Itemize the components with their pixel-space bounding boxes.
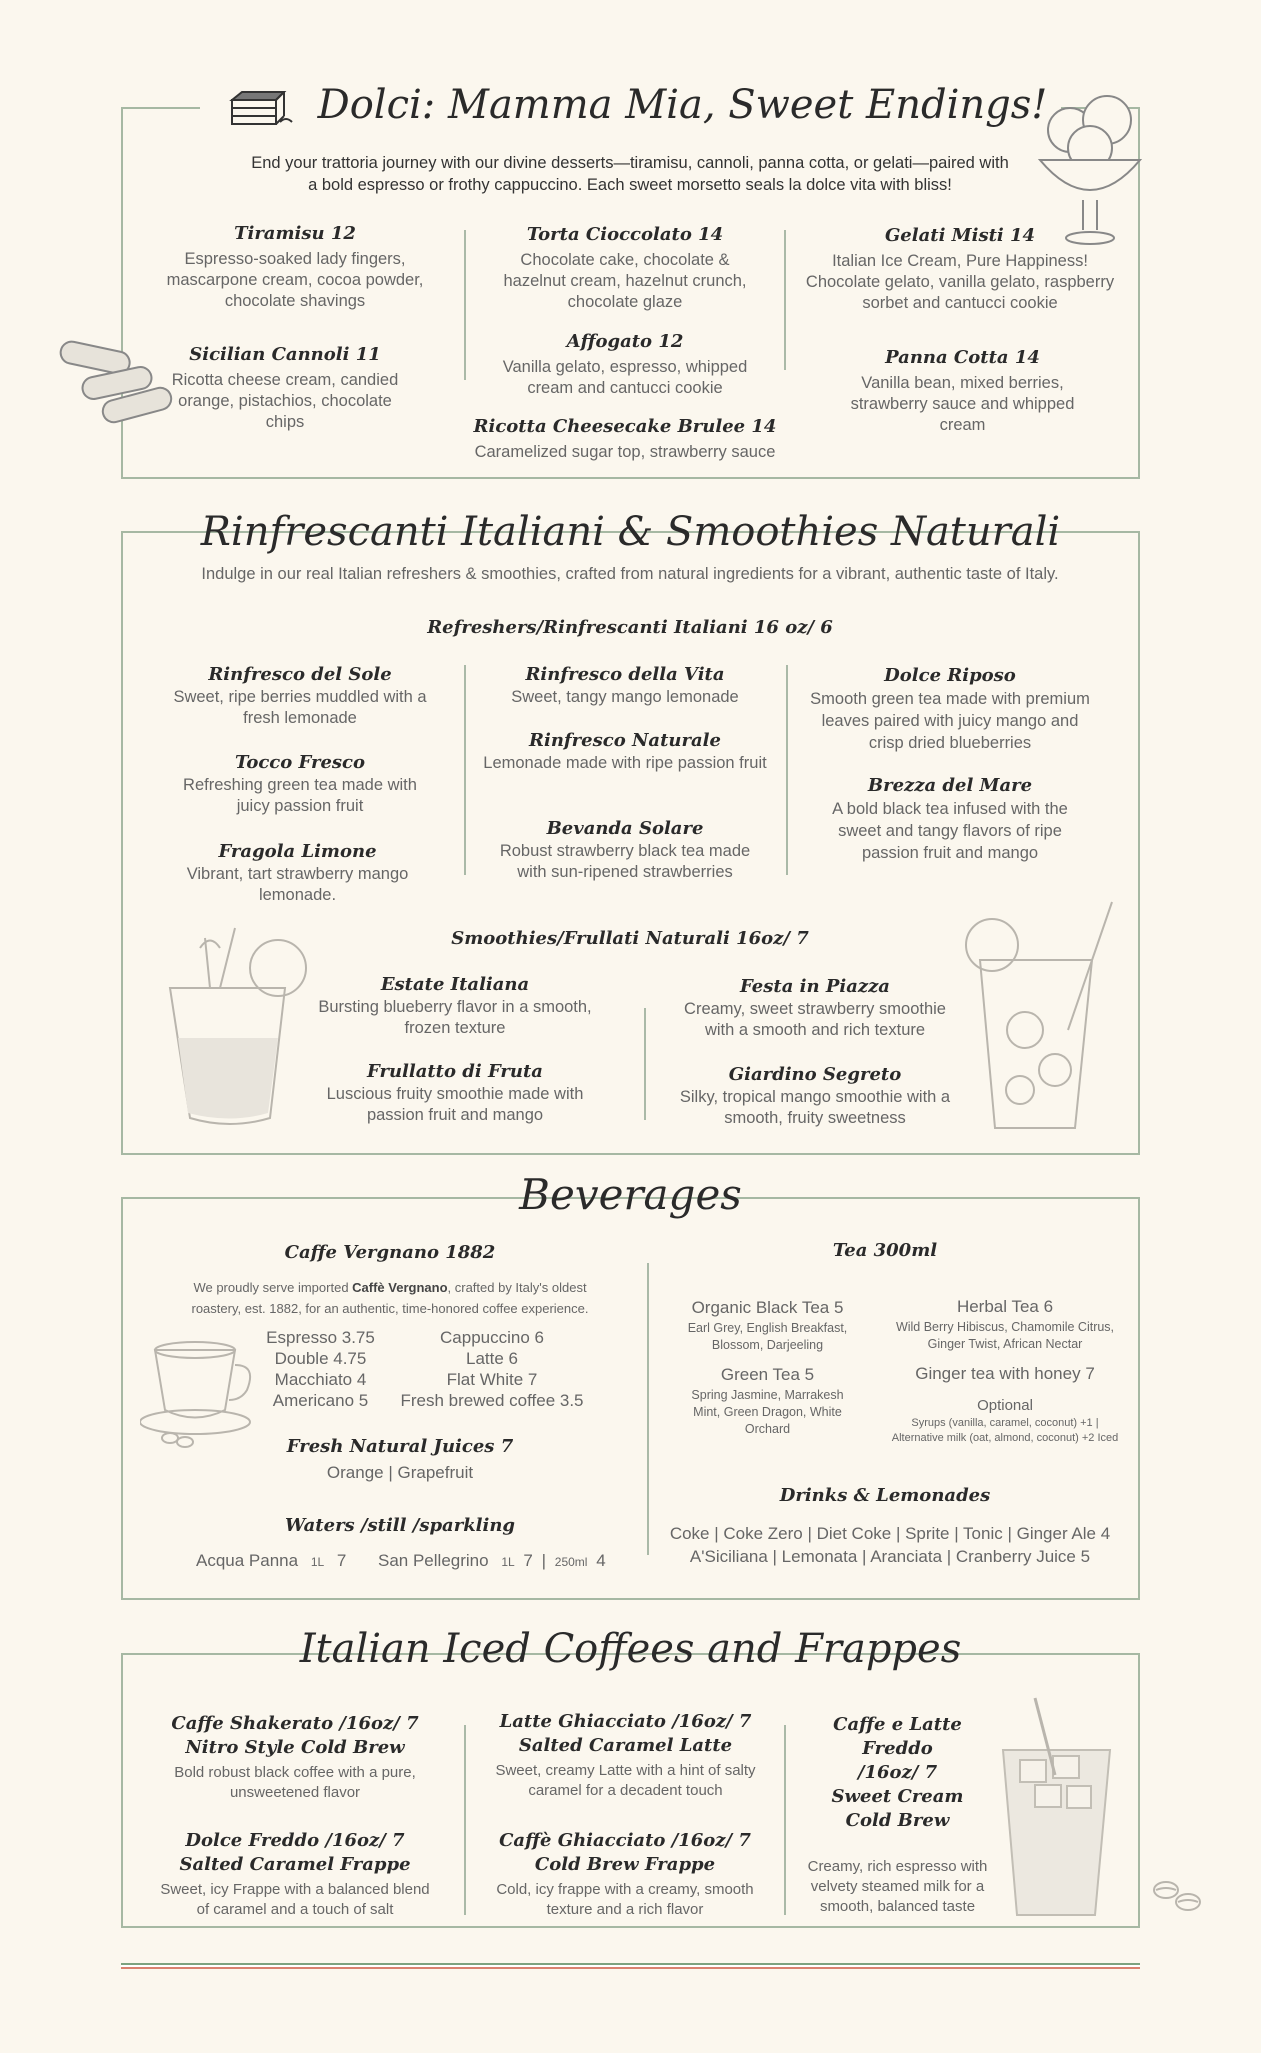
menu-item: [480, 729, 770, 774]
item-desc: Sweet, creamy Latte with a hint of salty caramel for a decadent touch: [495, 1762, 756, 1799]
tea-green: [680, 1364, 855, 1438]
item-name: Affogato 12: [566, 331, 684, 352]
water-price: 4: [596, 1551, 606, 1570]
tea-black: [670, 1297, 865, 1354]
menu-item: [480, 663, 770, 708]
item-subname: /16oz/ 7: [857, 1762, 938, 1783]
item-subname: Salted Caramel Frappe: [179, 1854, 411, 1875]
item-desc: Robust strawberry black tea made with sun-ripened strawberries: [499, 842, 751, 881]
item-desc: Italian Ice Cream, Pure Happiness! Chocolate gelato, vanilla gelato, raspberry sorbet and cantucci cookie: [805, 252, 1115, 312]
item-desc: Sweet, tangy mango lemonade: [511, 688, 739, 706]
menu-item: [150, 222, 440, 312]
item-desc: Creamy, rich espresso with velvety steamed milk for a smooth, balanced taste: [807, 1858, 988, 1915]
dolci-intro-line: End your trattoria journey with our divine desserts—tiramisu, cannoli, panna cotta, or gelati—paired with: [251, 154, 1009, 172]
menu-item: [485, 817, 765, 883]
divider: [647, 1263, 649, 1555]
item-desc: Caramelized sugar top, strawberry sauce: [474, 443, 776, 461]
coffee-item: Espresso 3.75: [266, 1328, 375, 1347]
divider: [784, 1725, 786, 1915]
menu-item: [810, 664, 1090, 754]
water-size: 250ml: [554, 1555, 588, 1569]
coffee-intro-text: , crafted by Italy's oldest: [447, 1280, 587, 1295]
tea-desc: Wild Berry Hibiscus, Chamomile Citrus, Ginger Twist, African Nectar: [895, 1320, 1115, 1351]
item-name: Giardino Segreto: [728, 1064, 902, 1085]
item-desc: Smooth green tea made with premium leaves paired with juicy mango and crisp dried blueberries: [810, 690, 1090, 752]
menu-item: [460, 415, 790, 463]
italian-flag-stripe: [121, 1963, 1140, 1969]
item-name: Ricotta Cheesecake Brulee 14: [473, 416, 777, 437]
dolci-intro: [140, 152, 1120, 196]
water-name: San Pellegrino: [378, 1551, 489, 1570]
waters-heading: Waters /still /sparkling: [284, 1515, 516, 1536]
tea-optional: [890, 1395, 1120, 1446]
item-name: Caffe e Latte Freddo: [833, 1714, 962, 1759]
item-name: Brezza del Mare: [867, 775, 1033, 796]
coffee-item: Flat White 7: [446, 1370, 538, 1389]
drinks-heading: Drinks & Lemonades: [779, 1485, 991, 1506]
item-name: Frullatto di Fruta: [367, 1061, 543, 1082]
coffee-item: Americano 5: [272, 1391, 369, 1410]
item-subname: Cold Brew Frappe: [534, 1854, 716, 1875]
drinks-line: A'Siciliana | Lemonata | Aranciata | Cranberry Juice 5: [689, 1547, 1091, 1566]
menu-item: [490, 223, 760, 313]
item-subname: Salted Caramel Latte: [518, 1735, 733, 1756]
item-desc: Vanilla bean, mixed berries, strawberry sauce and whipped cream: [850, 374, 1075, 434]
refreshers-heading: Refreshers/Rinfrescanti Italiani 16 oz/ 6: [427, 617, 833, 638]
coffee-intro: [160, 1277, 620, 1319]
menu-item: [165, 840, 430, 906]
menu-item: [165, 751, 435, 817]
item-name: Torta Cioccolato 14: [526, 224, 724, 245]
water-size: 1L: [501, 1555, 515, 1569]
item-desc: Silky, tropical mango smoothie with a smooth, fruity sweetness: [679, 1088, 951, 1127]
divider: [464, 230, 466, 380]
coffee-intro-line: roastery, est. 1882, for an authentic, time-honored coffee experience.: [191, 1301, 589, 1316]
item-subname: Sweet Cream: [831, 1786, 964, 1807]
menu-item: [478, 1710, 773, 1801]
tiramisu-icon: [214, 86, 308, 130]
menu-item: [165, 343, 405, 433]
item-desc: Ricotta cheese cream, candied orange, pistachios, chocolate chips: [171, 371, 399, 431]
menu-item: [160, 1829, 430, 1920]
item-name: Tocco Fresco: [234, 752, 366, 773]
item-name: Sicilian Cannoli 11: [189, 344, 381, 365]
item-desc: Bold robust black coffee with a pure, unsweetened flavor: [174, 1764, 416, 1801]
coffee-item: Macchiato 4: [274, 1370, 367, 1389]
water-name: Acqua Panna: [196, 1551, 299, 1570]
item-desc: Vanilla gelato, espresso, whipped cream and cantucci cookie: [502, 358, 748, 397]
divider: [786, 665, 788, 875]
coffee-list-left: [258, 1327, 383, 1411]
menu-item: [830, 346, 1095, 436]
menu-item: [815, 774, 1085, 864]
item-desc: Sweet, ripe berries muddled with a fresh lemonade: [173, 688, 427, 727]
divider: [784, 230, 786, 370]
tea-desc: Earl Grey, English Breakfast, Blossom, Darjeeling: [687, 1321, 848, 1352]
item-name: Caffè Ghiacciato /16oz/ 7: [499, 1830, 751, 1851]
coffee-heading: Caffe Vergnano 1882: [284, 1242, 496, 1263]
tea-heading: Tea 300ml: [832, 1240, 938, 1261]
coffee-item: Fresh brewed coffee 3.5: [400, 1391, 584, 1410]
coffee-list-right: [392, 1327, 592, 1411]
menu-item: [155, 663, 445, 729]
tea-name: Organic Black Tea 5: [691, 1298, 844, 1317]
item-subname: Cold Brew: [845, 1810, 950, 1831]
rinfrescanti-title: Rinfrescanti Italiani & Smoothies Naturali: [200, 509, 1061, 555]
drinks-line: Coke | Coke Zero | Diet Coke | Sprite | Tonic | Ginger Ale 4: [669, 1524, 1111, 1543]
tea-name: Herbal Tea 6: [956, 1297, 1054, 1316]
item-name: Fragola Limone: [218, 841, 377, 862]
ice-cream-bowl-icon: [1035, 90, 1145, 250]
waters-pellegrino: [378, 1550, 606, 1573]
menu-item: [795, 1713, 1000, 1917]
drinks-list: [650, 1522, 1130, 1568]
lemonade-glass-icon: [940, 900, 1120, 1135]
coffee-intro-text: We proudly serve imported: [193, 1280, 353, 1295]
item-desc: Vibrant, tart strawberry mango lemonade.: [186, 865, 409, 904]
coffee-beans-icon: [1148, 1870, 1208, 1920]
item-name: Dolce Freddo /16oz/ 7: [185, 1830, 405, 1851]
item-name: Rinfresco del Sole: [208, 664, 392, 685]
item-desc: Bursting blueberry flavor in a smooth, frozen texture: [318, 998, 592, 1037]
iced-coffee-glass-icon: [995, 1690, 1125, 1920]
item-name: Latte Ghiacciato /16oz/ 7: [499, 1711, 752, 1732]
item-desc: Creamy, sweet strawberry smoothie with a smooth and rich texture: [684, 1000, 946, 1039]
menu-item: [490, 1829, 760, 1920]
item-desc: A bold black tea infused with the sweet and tangy flavors of ripe passion fruit and mango: [832, 800, 1068, 862]
item-name: Rinfresco Naturale: [529, 730, 721, 751]
water-price: 7: [336, 1551, 347, 1570]
coffee-cup-icon: [140, 1330, 265, 1450]
coffee-brand: Caffè Vergnano: [352, 1280, 448, 1295]
item-name: Panna Cotta 14: [885, 347, 1040, 368]
item-desc: Luscious fruity smoothie made with passion fruit and mango: [326, 1085, 584, 1124]
juices-heading: Fresh Natural Juices 7: [286, 1436, 514, 1457]
divider: [644, 1008, 646, 1120]
water-size: 1L: [310, 1555, 325, 1569]
divider: [464, 1725, 466, 1915]
coffee-item: Latte 6: [466, 1349, 518, 1368]
tea-herbal: [890, 1296, 1120, 1353]
optional-desc: Syrups (vanilla, caramel, coconut) +1 | Alternative milk (oat, almond, coconut) +2 Iced: [891, 1417, 1119, 1444]
coffee-item: Cappuccino 6: [440, 1328, 544, 1347]
dolci-title-text: Dolci: Mamma Mia, Sweet Endings!: [317, 82, 1048, 128]
smoothies-heading: Smoothies/Frullati Naturali 16oz/ 7: [451, 928, 809, 949]
divider: [464, 665, 466, 875]
item-desc: Sweet, icy Frappe with a balanced blend of caramel and a touch of salt: [160, 1881, 430, 1918]
item-name: Estate Italiana: [380, 974, 530, 995]
menu-item: [670, 975, 960, 1041]
item-name: Caffe Shakerato /16oz/ 7: [171, 1713, 419, 1734]
rinfrescanti-intro: Indulge in our real Italian refreshers & smoothies, crafted from natural ingredients for a vibrant, authentic taste of Italy.: [201, 565, 1059, 583]
item-name: Tiramisu 12: [234, 223, 356, 244]
menu-item: [305, 973, 605, 1039]
water-separator: |: [541, 1551, 547, 1570]
tea-desc: Spring Jasmine, Marrakesh Mint, Green Dragon, White Orchard: [691, 1388, 844, 1436]
tea-name: Green Tea 5: [720, 1365, 815, 1384]
item-desc: Chocolate cake, chocolate & hazelnut cream, hazelnut crunch, chocolate glaze: [503, 251, 747, 311]
item-desc: Lemonade made with ripe passion fruit: [483, 754, 767, 772]
menu-item: [305, 1060, 605, 1126]
item-subname: Nitro Style Cold Brew: [185, 1737, 405, 1758]
smoothie-glass-icon: [160, 918, 310, 1133]
item-name: Dolce Riposo: [884, 665, 1016, 686]
juices-items: Orange | Grapefruit: [326, 1463, 474, 1482]
item-name: Festa in Piazza: [740, 976, 890, 997]
optional-label: Optional: [977, 1397, 1033, 1414]
item-name: Rinfresco della Vita: [525, 664, 725, 685]
item-name: Bevanda Solare: [546, 818, 704, 839]
menu-item: [670, 1063, 960, 1129]
beverages-title: Beverages: [519, 1170, 742, 1219]
coffee-intro-line: [160, 1277, 620, 1298]
menu-item: [490, 330, 760, 399]
cannoli-icon: [52, 338, 182, 428]
tea-ginger: Ginger tea with honey 7: [915, 1364, 1095, 1383]
iced-title: Italian Iced Coffees and Frappes: [299, 1626, 962, 1672]
item-desc: Espresso-soaked lady fingers, mascarpone cream, cocoa powder, chocolate shavings: [166, 250, 424, 310]
water-price: 7: [523, 1551, 533, 1570]
menu-item: [155, 1712, 435, 1803]
waters-panna: [196, 1550, 346, 1573]
item-desc: Cold, icy frappe with a creamy, smooth texture and a rich flavor: [496, 1881, 754, 1918]
item-name: Gelati Misti 14: [884, 225, 1036, 246]
dolci-intro-line: a bold espresso or frothy cappuccino. Each sweet morsetto seals la dolce vita with bliss!: [308, 176, 952, 194]
coffee-item: Double 4.75: [274, 1349, 367, 1368]
item-desc: Refreshing green tea made with juicy passion fruit: [183, 776, 417, 815]
